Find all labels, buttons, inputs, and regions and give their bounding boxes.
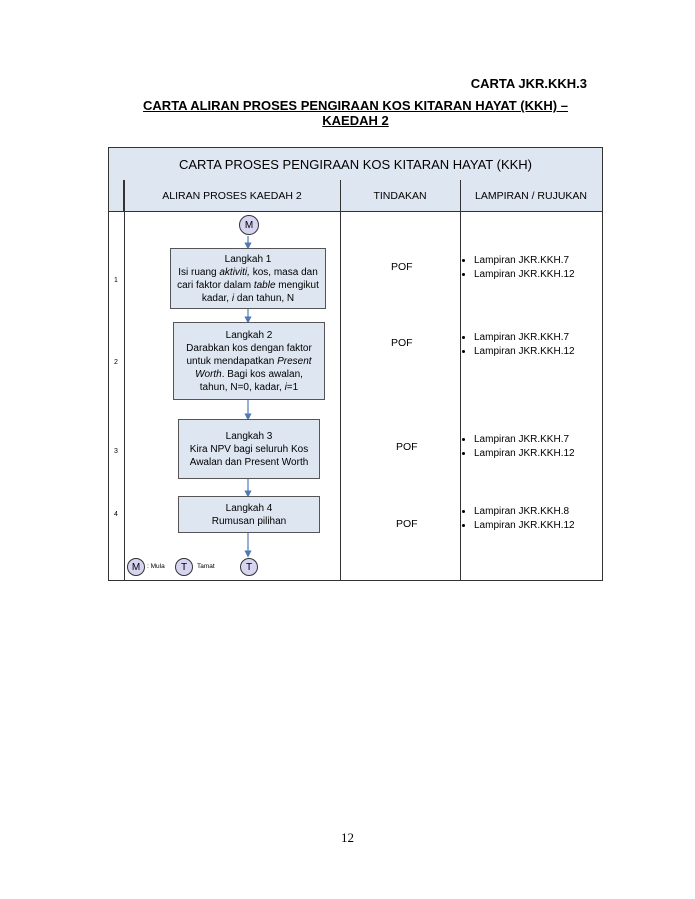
step-2-box bbox=[173, 322, 325, 400]
tindakan-step-4: POF bbox=[396, 518, 418, 530]
legend-tamat-label: Tamat bbox=[197, 563, 215, 570]
lampiran-list-step-2 bbox=[456, 331, 575, 358]
step-text-line: tahun, N=0, kadar, i=1 bbox=[199, 381, 299, 393]
column-header-aliran: ALIRAN PROSES KAEDAH 2 bbox=[124, 180, 340, 212]
column-header-tindakan: TINDAKAN bbox=[340, 180, 460, 212]
document-title-line2: KAEDAH 2 bbox=[322, 113, 389, 128]
lampiran-list-step-3 bbox=[456, 433, 575, 460]
lampiran-item: • Lampiran JKR.KKH.8 bbox=[474, 505, 575, 519]
lampiran-item: • Lampiran JKR.KKH.12 bbox=[474, 519, 575, 533]
step-text-line: Awalan dan Present Worth bbox=[189, 456, 309, 468]
tindakan-step-1: POF bbox=[391, 261, 413, 273]
lampiran-item: • Lampiran JKR.KKH.7 bbox=[474, 433, 575, 447]
lampiran-item: • Lampiran JKR.KKH.12 bbox=[474, 345, 575, 359]
step-title: Langkah 2 bbox=[225, 329, 273, 341]
step-3-box bbox=[178, 419, 320, 479]
start-symbol: M bbox=[239, 215, 259, 235]
process-chart bbox=[108, 147, 603, 581]
step-1-box bbox=[170, 248, 326, 309]
step-number: 4 bbox=[114, 511, 118, 518]
column-header-lampiran: LAMPIRAN / RUJUKAN bbox=[460, 180, 602, 212]
step-text-italic: aktiviti, bbox=[219, 266, 250, 278]
step-text-line: Isi ruang aktiviti, kos, masa dan bbox=[178, 266, 318, 278]
legend-mula-label: : Mula bbox=[147, 563, 165, 570]
tindakan-step-3: POF bbox=[396, 441, 418, 453]
step-text-line: cari faktor dalam table mengikut bbox=[177, 279, 319, 291]
lampiran-list-step-1 bbox=[456, 254, 575, 281]
step-4-box bbox=[178, 496, 320, 533]
page-number: 12 bbox=[341, 830, 354, 845]
legend-tamat-symbol: T bbox=[175, 558, 193, 576]
step-title: Langkah 1 bbox=[224, 253, 272, 265]
step-text-line: Worth. Bagi kos awalan, bbox=[195, 368, 303, 380]
step-text-line: Kira NPV bagi seluruh Kos bbox=[189, 443, 309, 455]
step-text-italic: i bbox=[284, 381, 287, 393]
step-text-line: Darabkan kos dengan faktor bbox=[186, 342, 312, 354]
step-text-italic: table bbox=[253, 279, 276, 291]
legend-mula-symbol: M bbox=[127, 558, 145, 576]
lampiran-item: • Lampiran JKR.KKH.7 bbox=[474, 254, 575, 268]
step-title: Langkah 4 bbox=[225, 502, 273, 514]
lampiran-item: • Lampiran JKR.KKH.7 bbox=[474, 331, 575, 345]
document-code: CARTA JKR.KKH.3 bbox=[470, 76, 587, 91]
step-title: Langkah 3 bbox=[225, 430, 273, 442]
lampiran-item: • Lampiran JKR.KKH.12 bbox=[474, 447, 575, 461]
step-number-column-header bbox=[109, 180, 124, 212]
step-text-italic: Present bbox=[277, 355, 312, 367]
chart-header: CARTA PROSES PENGIRAAN KOS KITARAN HAYAT (KKH) bbox=[109, 148, 602, 181]
step-text-italic: Worth bbox=[195, 368, 222, 380]
step-number: 3 bbox=[114, 448, 118, 455]
step-text-line: kadar, i dan tahun, N bbox=[201, 292, 295, 304]
lampiran-list-step-4 bbox=[456, 505, 575, 532]
lampiran-item: • Lampiran JKR.KKH.12 bbox=[474, 268, 575, 282]
document-title-line1: CARTA ALIRAN PROSES PENGIRAAN KOS KITARAN HAYAT (KKH) – bbox=[143, 98, 568, 113]
step-number: 1 bbox=[114, 277, 118, 284]
tindakan-step-2: POF bbox=[391, 337, 413, 349]
step-text-italic: i bbox=[231, 292, 235, 304]
step-text-line: untuk mendapatkan Present bbox=[186, 355, 312, 367]
document-title bbox=[108, 98, 603, 128]
column-divider bbox=[340, 180, 341, 580]
step-number: 2 bbox=[114, 359, 118, 366]
step-text-line: Rumusan pilihan bbox=[211, 515, 287, 527]
end-symbol: T bbox=[240, 558, 258, 576]
